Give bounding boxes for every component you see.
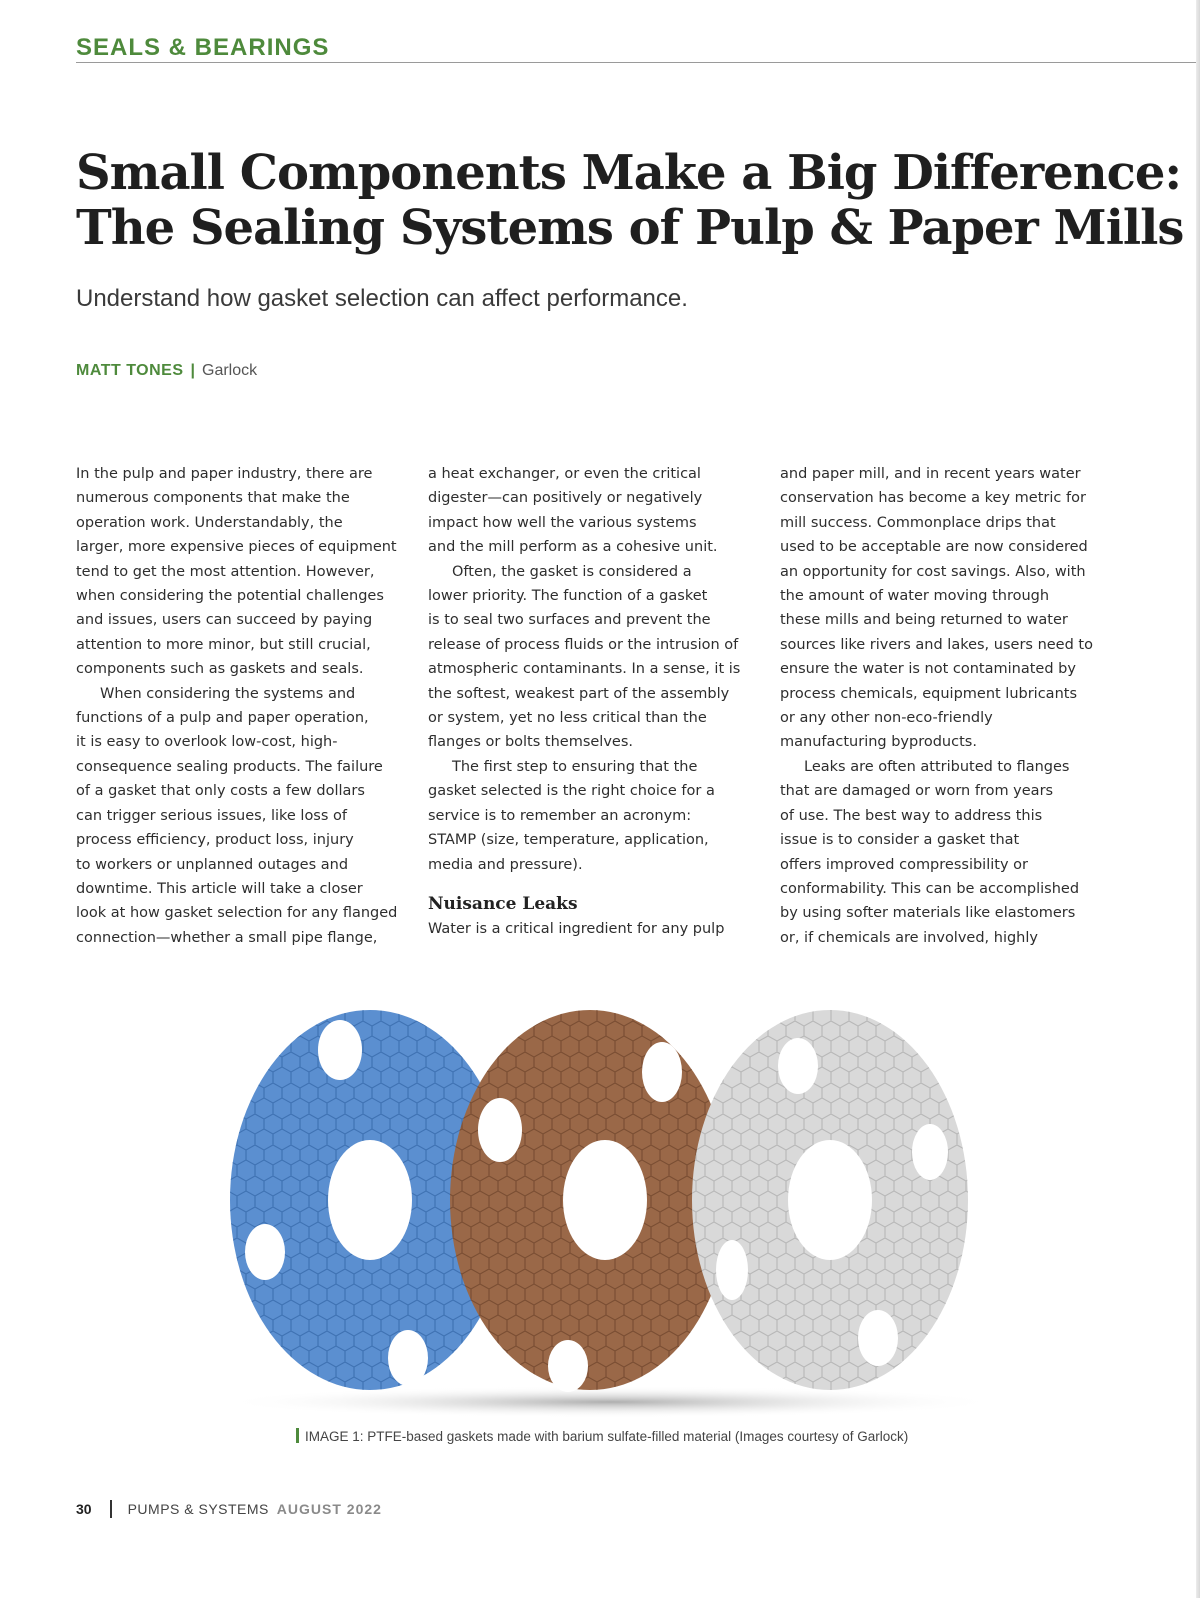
image-caption bbox=[296, 1428, 908, 1444]
author-name: MATT TONES bbox=[76, 362, 184, 379]
text-line: used to be acceptable are now considered bbox=[780, 539, 1088, 556]
text-line: Water is a critical ingredient for any pulp bbox=[428, 920, 725, 937]
text-line: release of process fluids or the intrusion of bbox=[428, 636, 739, 653]
author-organization: Garlock bbox=[202, 362, 258, 379]
text-line: numerous components that make the bbox=[76, 490, 350, 507]
text-line: When considering the systems and bbox=[100, 685, 356, 702]
text-line: and the mill perform as a cohesive unit. bbox=[428, 539, 718, 556]
section-heading: Nuisance Leaks bbox=[428, 893, 578, 914]
text-line: sources like rivers and lakes, users need to bbox=[780, 636, 1093, 653]
text-line: attention to more minor, but still crucial, bbox=[76, 636, 371, 653]
text-line: digester—can positively or negatively bbox=[428, 490, 703, 507]
text-line: In the pulp and paper industry, there are bbox=[76, 466, 373, 482]
text-column-3 bbox=[780, 462, 1110, 950]
page-footer bbox=[76, 1500, 382, 1518]
text-line: service is to remember an acronym: bbox=[428, 807, 692, 824]
text-line: manufacturing byproducts. bbox=[780, 734, 977, 751]
text-line: can trigger serious issues, like loss of bbox=[76, 807, 348, 824]
text-line: functions of a pulp and paper operation, bbox=[76, 710, 369, 727]
text-line: flanges or bolts themselves. bbox=[428, 734, 633, 751]
gaskets-image bbox=[210, 990, 1010, 1430]
text-line: or any other non-eco-friendly bbox=[780, 710, 993, 727]
text-line: conformability. This can be accomplished bbox=[780, 880, 1080, 897]
text-line: consequence sealing products. The failure bbox=[76, 758, 383, 775]
text-line: ensure the water is not contaminated by bbox=[780, 661, 1076, 678]
text-line: is to seal two surfaces and prevent the bbox=[428, 612, 711, 629]
text-line: impact how well the various systems bbox=[428, 514, 697, 531]
text-line: conservation has become a key metric for bbox=[780, 490, 1086, 507]
white-gasket bbox=[692, 1010, 968, 1390]
text-line: components such as gaskets and seals. bbox=[76, 661, 364, 678]
text-line: these mills and being returned to water bbox=[780, 612, 1068, 629]
section-label: SEALS & BEARINGS bbox=[76, 34, 330, 61]
text-line: lower priority. The function of a gasket bbox=[428, 588, 708, 605]
text-line: the softest, weakest part of the assembly bbox=[428, 685, 730, 702]
byline bbox=[76, 362, 257, 380]
footer-divider bbox=[110, 1500, 112, 1518]
text-line: and paper mill, and in recent years water bbox=[780, 466, 1081, 482]
issue-date: AUGUST 2022 bbox=[276, 1501, 382, 1517]
text-line: The first step to ensuring that the bbox=[452, 758, 698, 775]
caption-text: IMAGE 1: PTFE-based gaskets made with barium sulfate-filled material (Images courtesy of Garlock) bbox=[305, 1429, 909, 1444]
byline-separator: | bbox=[190, 362, 195, 379]
text-line: an opportunity for cost savings. Also, with bbox=[780, 563, 1086, 580]
text-column-2 bbox=[428, 462, 758, 941]
text-line: offers improved compressibility or bbox=[780, 856, 1028, 873]
text-line: larger, more expensive pieces of equipment bbox=[76, 539, 397, 556]
gasket-shadow bbox=[220, 1386, 1000, 1418]
text-line: downtime. This article will take a closer bbox=[76, 880, 363, 897]
text-line: the amount of water moving through bbox=[780, 588, 1050, 605]
magazine-name: PUMPS & SYSTEMS bbox=[127, 1501, 269, 1517]
text-line: process efficiency, product loss, injury bbox=[76, 832, 354, 849]
text-line: or, if chemicals are involved, highly bbox=[780, 929, 1038, 946]
text-line: mill success. Commonplace drips that bbox=[780, 514, 1056, 531]
caption-marker bbox=[296, 1428, 299, 1443]
page-edge bbox=[1196, 0, 1200, 1598]
text-line: media and pressure). bbox=[428, 856, 583, 873]
text-line: to workers or unplanned outages and bbox=[76, 856, 349, 873]
text-line: when considering the potential challenges bbox=[76, 588, 384, 605]
text-line: Often, the gasket is considered a bbox=[452, 563, 692, 580]
text-line: issue is to consider a gasket that bbox=[780, 832, 1020, 849]
section-divider bbox=[76, 62, 1200, 63]
title-line-1: Small Components Make a Big Difference: bbox=[76, 145, 1182, 201]
text-line: it is easy to overlook low-cost, high- bbox=[76, 734, 338, 751]
text-line: process chemicals, equipment lubricants bbox=[780, 685, 1078, 702]
article-title bbox=[76, 145, 1184, 256]
text-column-1 bbox=[76, 462, 406, 950]
text-line: a heat exchanger, or even the critical bbox=[428, 466, 701, 482]
text-line: gasket selected is the right choice for a bbox=[428, 783, 715, 800]
text-line: or system, yet no less critical than the bbox=[428, 710, 707, 727]
text-line: of use. The best way to address this bbox=[780, 807, 1043, 824]
text-line: that are damaged or worn from years bbox=[780, 783, 1054, 800]
text-line: tend to get the most attention. However, bbox=[76, 563, 375, 580]
text-line: look at how gasket selection for any flanged bbox=[76, 905, 398, 922]
article-subtitle: Understand how gasket selection can affect performance. bbox=[76, 285, 688, 312]
title-line-2: The Sealing Systems of Pulp & Paper Mills bbox=[76, 200, 1184, 256]
text-line: by using softer materials like elastomers bbox=[780, 905, 1076, 922]
text-line: STAMP (size, temperature, application, bbox=[428, 832, 709, 849]
text-line: atmospheric contaminants. In a sense, it is bbox=[428, 661, 741, 678]
text-line: and issues, users can succeed by paying bbox=[76, 612, 373, 629]
text-line: Leaks are often attributed to flanges bbox=[804, 758, 1070, 775]
page-number: 30 bbox=[76, 1501, 92, 1517]
text-line: operation work. Understandably, the bbox=[76, 514, 343, 531]
text-line: connection—whether a small pipe flange, bbox=[76, 929, 378, 946]
text-line: of a gasket that only costs a few dollars bbox=[76, 783, 365, 800]
